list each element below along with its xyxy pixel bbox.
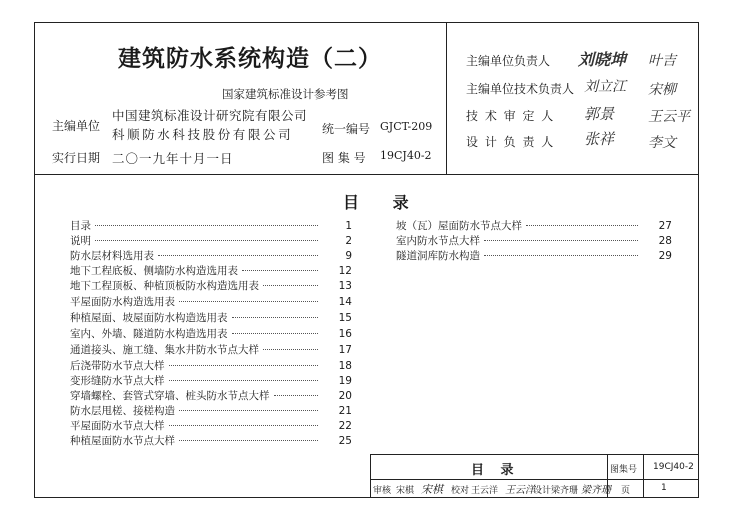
toc-row[interactable] [70,278,352,293]
title-block-divider [643,455,644,497]
toc-leader-dots [158,255,318,256]
toc-row-title: 防水层材料选用表 [70,250,154,262]
atlas-no-label: 图 集 号 [322,151,366,165]
toc-leader-dots [232,333,319,334]
check-name: 王云洋 [471,486,499,496]
signature-3a: 郭景 [584,105,615,123]
title-block-atlas-label: 图集号 [610,465,638,475]
check-label: 校对 [451,486,470,496]
toc-row-title: 种植屋面防水节点大样 [70,435,175,447]
toc-row-page: 29 [658,249,672,262]
editor-line-2: 科顺防水科技股份有限公司 [112,127,294,142]
date-label: 实行日期 [52,151,101,165]
toc-row-title: 后浇带防水节点大样 [70,360,165,372]
toc-row-title: 目录 [70,220,91,232]
page-number: 1 [661,483,667,493]
sig-role-1: 主编单位负责人 [466,54,551,68]
signature-2a: 刘立江 [584,79,626,95]
toc-row-title: 防水层甩槎、接槎构造 [70,405,175,417]
toc-row-title: 地下工程底板、侧墙防水构造选用表 [70,265,238,277]
review-label: 审核 [373,486,392,496]
toc-row-title: 变形缝防水节点大样 [70,375,165,387]
sig-role-2: 主编单位技术负责人 [466,82,575,96]
toc-row-page: 25 [338,434,352,447]
toc-row-page: 19 [338,374,352,387]
header-vertical-divider [446,22,447,174]
toc-row-title: 通道接头、施工缝、集水井防水节点大样 [70,344,259,356]
check-signature: 王云洋 [505,485,535,496]
toc-row-page: 28 [658,234,672,247]
signature-4a: 张祥 [584,130,615,148]
toc-row[interactable] [70,342,352,357]
editor-label: 主编单位 [52,119,101,133]
toc-row[interactable] [396,218,672,233]
toc-row-page: 15 [338,311,352,324]
title-block-title: 目 录 [471,463,520,478]
toc-row-title: 说明 [70,235,91,247]
unified-no-label: 统一编号 [322,122,371,136]
toc-row-page: 16 [338,327,352,340]
toc-leader-dots [526,225,638,226]
toc-row[interactable] [70,373,352,388]
toc-leader-dots [242,270,318,271]
date-value: 二〇一九年十月一日 [112,151,234,166]
toc-row[interactable] [70,233,352,248]
toc-row-page: 9 [345,249,352,262]
page-label: 页 [621,486,631,496]
toc-row[interactable] [70,248,352,263]
toc-leader-dots [232,317,319,318]
toc-row-page: 21 [338,404,352,417]
toc-row[interactable] [70,418,352,433]
toc-leader-dots [263,285,318,286]
toc-row-title: 种植屋面、坡屋面防水构造选用表 [70,312,228,324]
toc-leader-dots [179,410,318,411]
title-block-atlas-value: 19CJ40-2 [653,462,694,472]
toc-row[interactable] [70,358,352,373]
toc-row[interactable] [70,433,352,448]
review-name: 宋棋 [396,486,415,496]
toc-row-page: 27 [658,219,672,232]
toc-leader-dots [179,440,318,441]
toc-row-page: 13 [338,279,352,292]
toc-row-title: 穿墙螺栓、套管式穿墙、桩头防水节点大样 [70,390,270,402]
toc-leader-dots [263,349,318,350]
toc-row-page: 22 [338,419,352,432]
signature-3b: 王云平 [648,109,690,125]
toc-row-title: 室内防水节点大样 [396,235,480,247]
toc-leader-dots [169,365,319,366]
atlas-no-value: 19CJ40-2 [380,149,432,162]
toc-row[interactable] [70,326,352,341]
design-label: 设计 [533,486,552,496]
design-signature: 梁齐珊 [581,485,611,496]
toc-row-page: 14 [338,295,352,308]
toc-leader-dots [484,240,638,241]
toc-leader-dots [274,395,319,396]
toc-row[interactable] [396,248,672,263]
unified-no-value: GJCT-209 [380,120,433,133]
sig-role-4: 设 计 负 责 人 [466,135,555,149]
toc-row-page: 12 [338,264,352,277]
title-block-hline [371,479,698,480]
toc-leader-dots [179,301,318,302]
sig-role-3: 技 术 审 定 人 [466,109,555,123]
toc-row-page: 17 [338,343,352,356]
signature-1b: 叶吉 [648,53,676,69]
toc-row[interactable] [396,233,672,248]
toc-row[interactable] [70,310,352,325]
signature-4b: 李文 [648,135,676,151]
toc-row-title: 室内、外墙、隧道防水构造选用表 [70,328,228,340]
toc-row-page: 2 [345,234,352,247]
toc-row[interactable] [70,403,352,418]
toc-leader-dots [169,425,319,426]
toc-row-title: 隧道洞库防水构造 [396,250,480,262]
page-title: 建筑防水系统构造（二） [118,46,382,72]
header-divider [34,174,699,175]
toc-leader-dots [169,380,319,381]
toc-row[interactable] [70,218,352,233]
toc-row-title: 坡（瓦）屋面防水节点大样 [396,220,522,232]
toc-row-page: 1 [345,219,352,232]
toc-row-title: 平屋面防水节点大样 [70,420,165,432]
toc-leader-dots [95,225,318,226]
editor-line-1: 中国建筑标准设计研究院有限公司 [112,108,308,123]
toc-row-title: 地下工程顶板、种植顶板防水构造选用表 [70,280,259,292]
toc-row-page: 18 [338,359,352,372]
toc-row[interactable] [70,294,352,309]
toc-leader-dots [95,240,318,241]
design-name: 梁齐珊 [551,486,579,496]
review-signature: 宋棋 [421,483,443,496]
page-subtitle: 国家建筑标准设计参考图 [222,87,349,101]
toc-leader-dots [484,255,638,256]
toc-row[interactable] [70,388,352,403]
signature-2b: 宋柳 [648,82,676,98]
toc-row[interactable] [70,263,352,278]
toc-heading: 目 录 [343,193,423,212]
toc-row-page: 20 [338,389,352,402]
toc-row-title: 平屋面防水构造选用表 [70,296,175,308]
signature-1a: 刘晓坤 [578,50,627,69]
title-block [370,454,699,498]
